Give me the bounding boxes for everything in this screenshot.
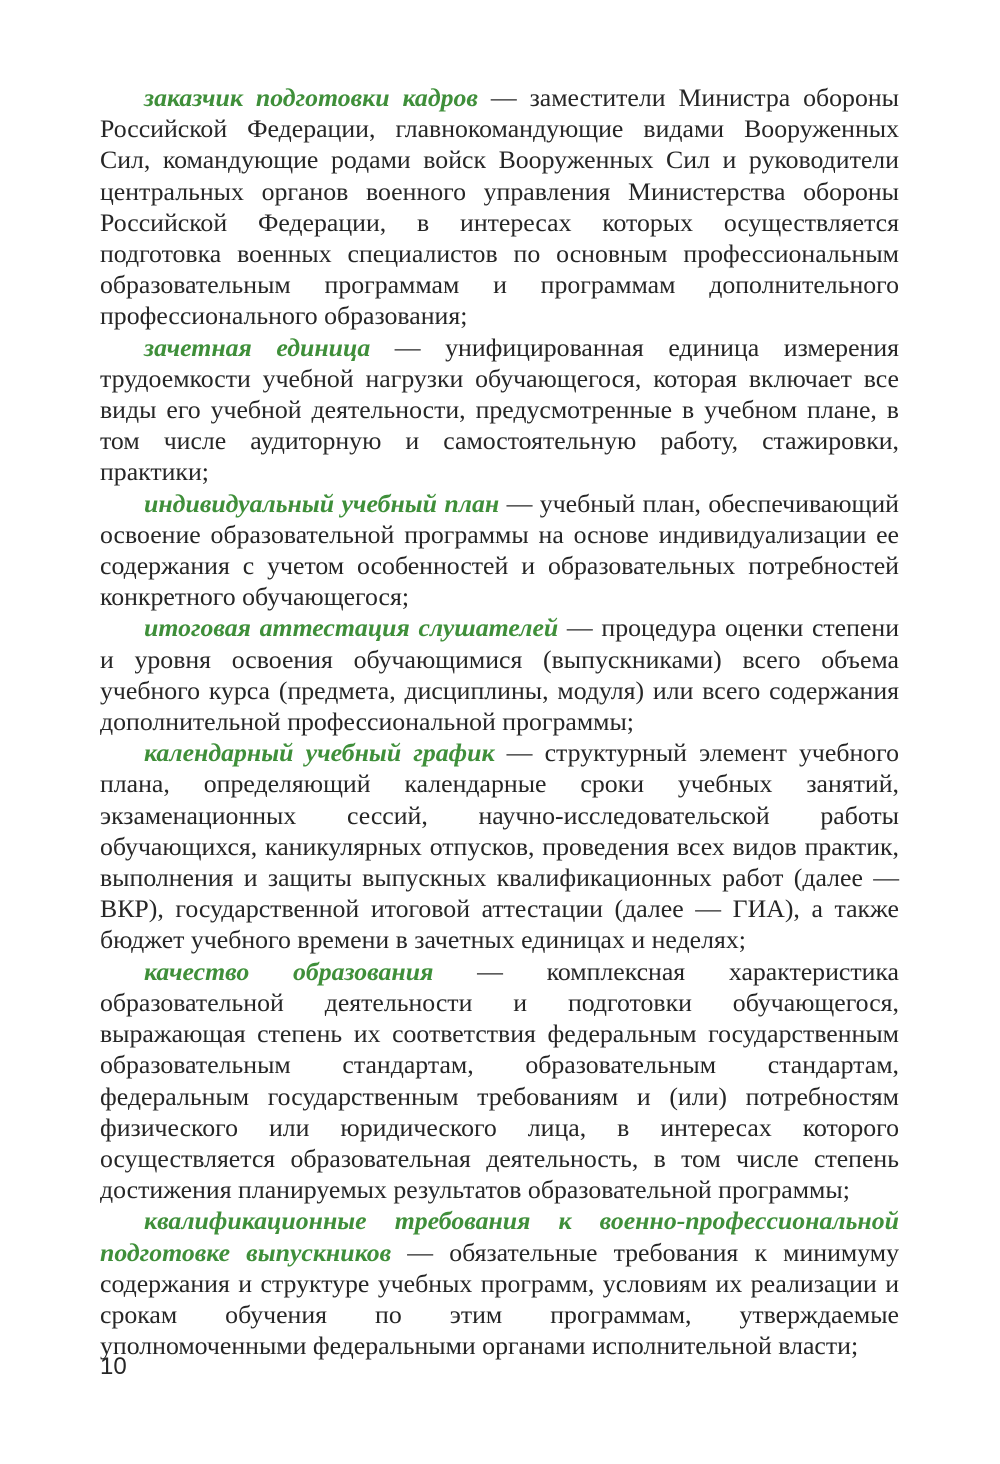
glossary-entry (100, 612, 899, 737)
page-content (100, 82, 899, 1361)
glossary-definition: — структурный элемент учебного плана, определяющий календарные сроки учебных занятий, экзаменационных сессий, научно-исследовательской работы обучающихся, каникулярных отпусков, проведения всех видов практик, выполнения и защиты выпускных квалификационных работ (далее — ВКР), государственной итоговой аттестации (далее — ГИА), а также бюджет учебного времени в зачетных единицах и неделях; (100, 738, 899, 955)
glossary-definition: — процедура оценки степени и уровня освоения обучающимися (выпускниками) всего объема учебного курса (предмета, дисциплины, модуля) или всего содержания дополнительной профессиональной программы; (100, 613, 899, 737)
glossary-entry (100, 332, 899, 488)
glossary-term: качество образования (144, 956, 434, 986)
glossary-definition: — обязательные требования к минимуму содержания и структуре учебных программ, условиям их реализации и срокам обучения по этим программам, утверждаемые уполномоченными федеральными органами исполнительной власти; (100, 1237, 899, 1361)
glossary-term: итоговая аттестация слушателей (144, 613, 559, 643)
glossary-term: календарный учебный график (144, 738, 495, 768)
glossary-term: индивидуальный учебный план (144, 488, 500, 518)
glossary-definition: — учебный план, обеспечивающий освоение образовательной программы на основе индивидуализации ее содержания с учетом особенностей и образовательных потребностей конкретного обучающегося; (100, 488, 899, 612)
glossary-term: заказчик подготовки кадров (144, 83, 478, 112)
glossary-definition: — унифицированная единица измерения трудоемкости учебной нагрузки обучающегося, которая включает все виды его учебной деятельности, предусмотренные в учебном плане, в том числе аудиторную и самостоятельную работу, стажировки, практики; (100, 332, 899, 487)
glossary-entry (100, 82, 899, 332)
glossary-definition: — заместители Министра обороны Российской Федерации, главнокомандующие видами Вооруженных Сил, командующие родами войск Вооруженных Сил и руководители центральных органов военного управления Министерства обороны Российской Федерации, в интересах которых осуществляется подготовка военных специалистов по основным профессиональным образовательным программам и программам дополнительного профессионального образования; (100, 83, 899, 331)
glossary-entry (100, 488, 899, 613)
glossary-entry (100, 1205, 899, 1361)
glossary-entry (100, 737, 899, 955)
glossary-term: зачетная единица (144, 332, 371, 362)
glossary-definition: — комплексная характеристика образовательной деятельности и подготовки обучающегося, выражающая степень их соответствия федеральным государственным образовательным стандартам, образовательным стандартам, федеральным государственным требованиям и (или) потребностям физического или юридического лица, в интересах которого осуществляется образовательная деятельность, в том числе степень достижения планируемых результатов образовательной программы; (100, 956, 899, 1205)
page-number: 10 (100, 1353, 127, 1380)
glossary-term: квалификационные требования к военно-профессиональной подготовке выпускников (100, 1206, 899, 1267)
glossary-entry (100, 956, 899, 1206)
